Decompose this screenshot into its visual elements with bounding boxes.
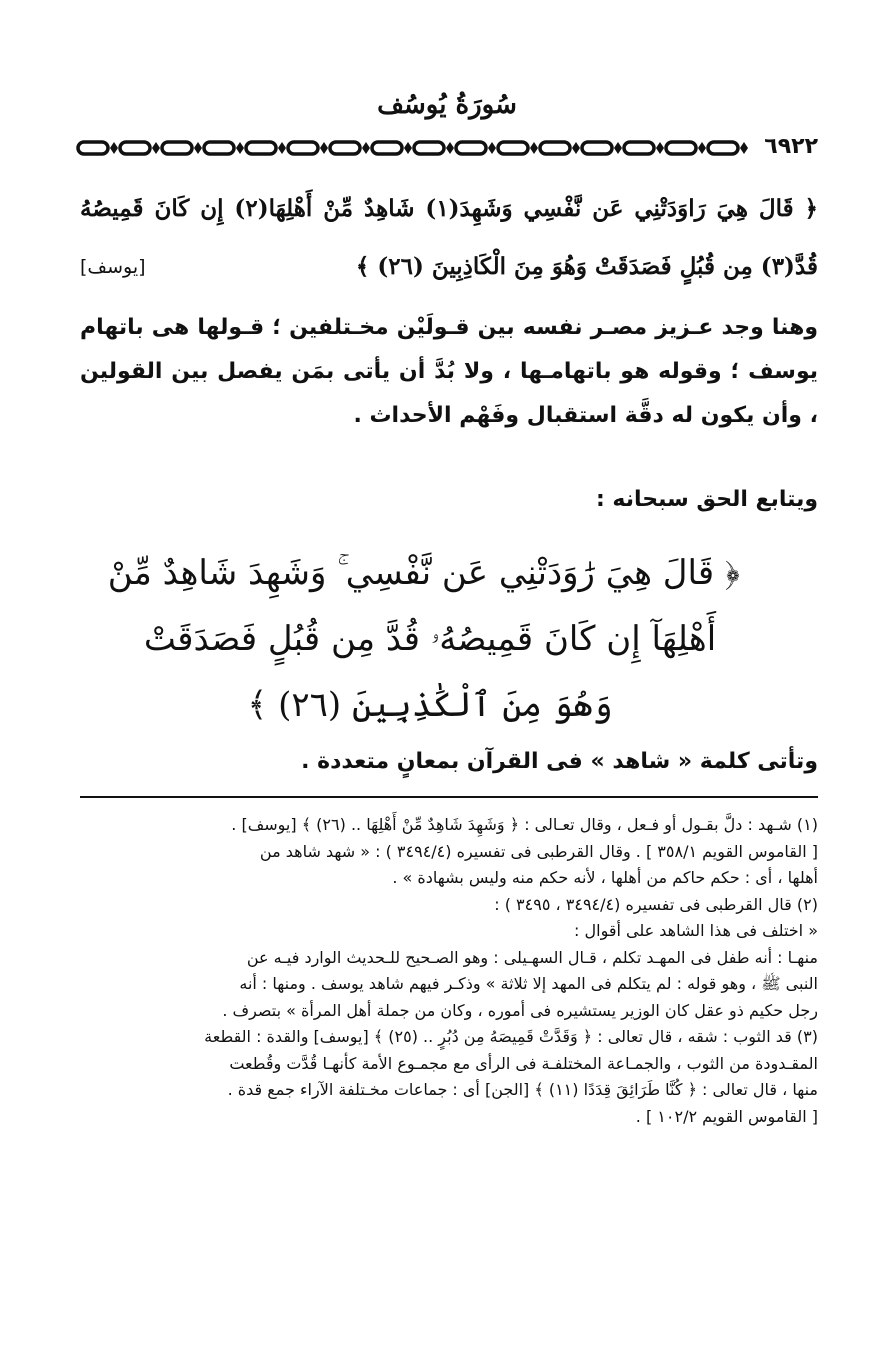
footnote-2-line-2: « اختلف فى هذا الشاهد على أقوال : xyxy=(574,921,818,940)
verse-line-2-row xyxy=(80,238,818,296)
page-number: ٦٩٢٢ xyxy=(758,132,818,162)
verse-line-1: ﴿ قَالَ هِيَ رَاوَدَتْنِي عَن نَّفْسِي وَشَهِدَ(١) شَاهِدٌ مِّنْ أَهْلِهَا(٢) إِن كَانَ قَمِيصُهُ xyxy=(80,195,819,222)
ornamental-chain-border xyxy=(76,138,818,158)
ornate-verse-line-1: ﴿ قَالَ هِيَ رَٰوَدَتْنِي عَن نَّفْسِي ۚ وَشَهِدَ شَاهِدٌ مِّنْ xyxy=(107,553,740,593)
footnote-1-line-1: (١) شـهد : دلَّ بقـول أو فـعل ، وقال تعـالى : ﴿ وَشَهِدَ شَاهِدٌ مِّنْ أَهْلِهَا .. (٢٦) ﴾ [يوسف] . xyxy=(231,815,818,834)
footnote-2-line-4: النبى ﷺ ، وهو قوله : لم يتكلم فى المهد إلا ثلاثة » وذكـر فيهم شاهد يوسف . ومنها : أنه xyxy=(239,974,818,993)
footnote-2-line-3: منهـا : أنه طفل فى المهـد تكلم ، قـال السهـيلى : وهو الصـحيح للـحديث الوارد فيـه عن xyxy=(246,947,818,967)
footnote-1-line-3: أهلها ، أى : حكم حاكم من أهلها ، لأنه حكم منه وليس بشهادة » . xyxy=(392,868,818,887)
footnote-3-line-3: منها ، قال تعالى : ﴿ كُنَّا طَرَائِقَ قِدَدًا (١١) ﴾ [الجن] أى : جماعات مخـتلفة الآراء جمع قدة . xyxy=(227,1080,818,1099)
ornate-verse-line-3: وَهُوَ مِنَ ٱلْكَٰذِبِينَ (٢٦) ﴾ xyxy=(247,685,613,725)
verse-line-2: قُدَّ(٣) مِن قُبُلٍ فَصَدَقَتْ وَهُوَ مِنَ الْكَاذِبِينَ (٢٦) ﴾ xyxy=(355,253,818,280)
closing-paragraph: وتأتى كلمة « شاهد » فى القرآن بمعانٍ متعددة . xyxy=(301,749,818,774)
paragraph-text: وهنا وجد عـزيز مصـر نفسه بين قـولَيْن مخـتلفين ؛ قـولها هى باتهام يوسف ؛ وقوله هو باتهامـها ، ولا بُدَّ أن يأتى بمَن يفصل بين القولين ، وأن يكون له دقَّة استقبال وفَهْم الأحداث . xyxy=(80,315,818,428)
surah-title: سُورَةُ يُوسُف xyxy=(377,90,517,120)
footnote-3-line-2: المقـدودة من الثوب ، والجمـاعة المختلفـة فى الرأى مع مجمـوع الأمة كأنهـا قُدَّت وقُطعت xyxy=(229,1053,818,1073)
footnote-3-line-1: (٣) قد الثوب : شقه ، قال تعالى : ﴿ وَقَدَّتْ قَمِيصَهُ مِن دُبُرٍ .. (٢٥) ﴾ [يوسف] والقدة : القطعة xyxy=(204,1027,818,1046)
intro-line: ويتابع الحق سبحانه : xyxy=(595,487,818,512)
surah-reference: [يوسف] xyxy=(80,256,146,278)
footnote-3-line-4: [ القاموس القويم ١٠٢/٢ ] . xyxy=(635,1106,818,1126)
footnote-2-line-5: رجل حكيم ذو عقل كان الوزير يستشيره فى أموره ، وكان من جملة أهل المرأة » بتصرف . xyxy=(222,1000,818,1020)
quoted-verse xyxy=(80,180,818,296)
ornate-verse xyxy=(107,540,740,738)
footnote-2-line-1: (٢) قال القرطبى فى تفسيره (٣٤٩٤/٤ ، ٣٤٩٥ ) : xyxy=(494,894,818,914)
footnotes xyxy=(80,812,818,1130)
page-header-border xyxy=(76,132,818,162)
commentary-paragraph xyxy=(80,306,818,438)
ornate-verse-line-2: أَهْلِهَآ إِن كَانَ قَمِيصُهُۥ قُدَّ مِن قُبُلٍ فَصَدَقَتْ xyxy=(143,619,717,659)
footnote-separator xyxy=(80,796,818,798)
footnote-1-line-2: [ القاموس القويم ٣٥٨/١ ] . وقال القرطبى فى تفسيره (٣٤٩٤/٤ ) : « شهد شاهد من xyxy=(259,841,818,861)
